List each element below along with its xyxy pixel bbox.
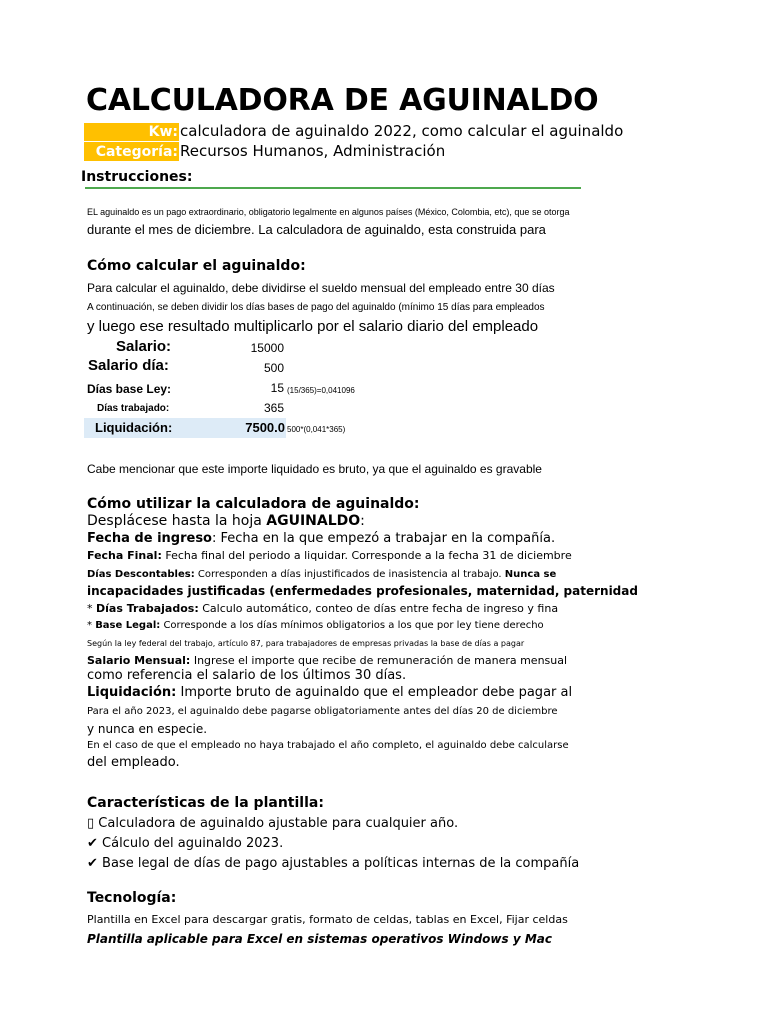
tech-heading: Tecnología: [87, 890, 177, 906]
how-use-salario-mensual: Salario Mensual: Ingrese el importe que recibe de remuneración de manera mensual [87, 654, 568, 667]
how-use-dias-trabajados: * Días Trabajados: Calculo automático, conteo de días entre fecha de ingreso y fina [87, 602, 559, 615]
how-use-incapacidades: incapacidades justificadas (enfermedades profesionales, maternidad, paternidad [87, 584, 638, 598]
dias-base-note: (15/365)=0,041096 [287, 386, 355, 395]
how-use-ano-completo: En el caso de que el empleado no haya trabajado el año completo, el aguinaldo debe calcularse [87, 740, 569, 751]
how-calc-line-2: A continuación, se deben dividir los días bases de pago del aguinaldo (mínimo 15 días para empleados [87, 302, 545, 313]
bruto-note: Cabe mencionar que este importe liquidado es bruto, ya que el aguinaldo es gravable [87, 462, 542, 476]
how-use-base-legal: * Base Legal: Corresponde a los días mínimos obligatorios a los que por ley tiene derecho [87, 620, 544, 631]
feature-item-1: ▯ Calculadora de aguinaldo ajustable para cualquier año. [87, 816, 459, 831]
how-use-fecha-ingreso: Fecha de ingreso: Fecha en la que empezó a trabajar en la compañía. [87, 531, 556, 546]
dias-trabajado-label: Días trabajado: [97, 403, 170, 414]
how-use-ley-federal: Según la ley federal del trabajo, artículo 87, para trabajadores de empresas privadas la base de días a pagar [87, 639, 525, 648]
dias-base-label: Días base Ley: [87, 382, 172, 396]
intro-line-2: durante el mes de diciembre. La calculadora de aguinaldo, esta construida para [87, 222, 546, 237]
how-calc-line-1: Para calcular el aguinaldo, debe dividirse el sueldo mensual del empleado entre 30 días [87, 281, 555, 295]
how-use-fecha-final: Fecha Final: Fecha final del periodo a liquidar. Corresponde a la fecha 31 de diciembre [87, 549, 572, 562]
feature-item-2: ✔ Cálculo del aguinaldo 2023. [87, 836, 284, 851]
intro-line-1: EL aguinaldo es un pago extraordinario, obligatorio legalmente en algunos países (México, Colombia, etc), que se otorga [87, 207, 570, 217]
kw-value: calculadora de aguinaldo 2022, como calcular el aguinaldo [180, 122, 624, 140]
checkmark-icon: ✔ [87, 856, 98, 871]
features-heading: Características de la plantilla: [87, 795, 324, 811]
how-use-line-1: Desplácese hasta la hoja AGUINALDO: [87, 513, 365, 529]
salario-dia-value: 500 [263, 361, 284, 375]
liquidacion-note: 500*(0,041*365) [287, 425, 346, 434]
how-calc-line-3: y luego ese resultado multiplicarlo por el salario diario del empleado [87, 318, 539, 335]
checkmark-icon: ✔ [87, 836, 98, 851]
how-use-referencia: como referencia el salario de los últimos 30 días. [87, 668, 407, 683]
how-calc-heading: Cómo calcular el aguinaldo: [87, 258, 306, 274]
dias-base-value: 15 [270, 381, 284, 395]
category-value: Recursos Humanos, Administración [180, 142, 446, 160]
dias-trabajado-value: 365 [263, 401, 284, 415]
how-use-especie: y nunca en especie. [87, 722, 208, 736]
how-use-liquidacion: Liquidación: Importe bruto de aguinaldo que el empleador debe pagar al [87, 685, 573, 700]
how-use-del-empleado: del empleado. [87, 755, 180, 770]
salario-label: Salario: [116, 338, 172, 355]
salario-value: 15000 [250, 341, 284, 355]
tech-line-2: Plantilla aplicable para Excel en sistemas operativos Windows y Mac [87, 932, 552, 946]
page-title: CALCULADORA DE AGUINALDO [86, 83, 599, 118]
section-divider [85, 187, 581, 189]
how-use-heading: Cómo utilizar la calculadora de aguinaldo: [87, 496, 420, 512]
kw-label: Kw: [148, 124, 178, 140]
liquidacion-value: 7500.0 [245, 420, 285, 435]
instructions-heading: Instrucciones: [81, 169, 193, 185]
how-use-dias-descontables: Días Descontables: Corresponden a días injustificados de inasistencia al trabajo. Nunca se [87, 569, 557, 580]
how-use-ano-2023: Para el año 2023, el aguinaldo debe pagarse obligatoriamente antes del días 20 de diciembre [87, 706, 558, 717]
feature-item-3: ✔ Base legal de días de pago ajustables a políticas internas de la compañía [87, 856, 580, 871]
salario-dia-label: Salario día: [88, 357, 169, 374]
placeholder-box-icon: ▯ [87, 816, 95, 831]
category-label: Categoría: [95, 144, 178, 160]
liquidacion-label: Liquidación: [95, 420, 173, 435]
tech-line-1: Plantilla en Excel para descargar gratis, formato de celdas, tablas en Excel, Fijar celdas [87, 913, 568, 926]
